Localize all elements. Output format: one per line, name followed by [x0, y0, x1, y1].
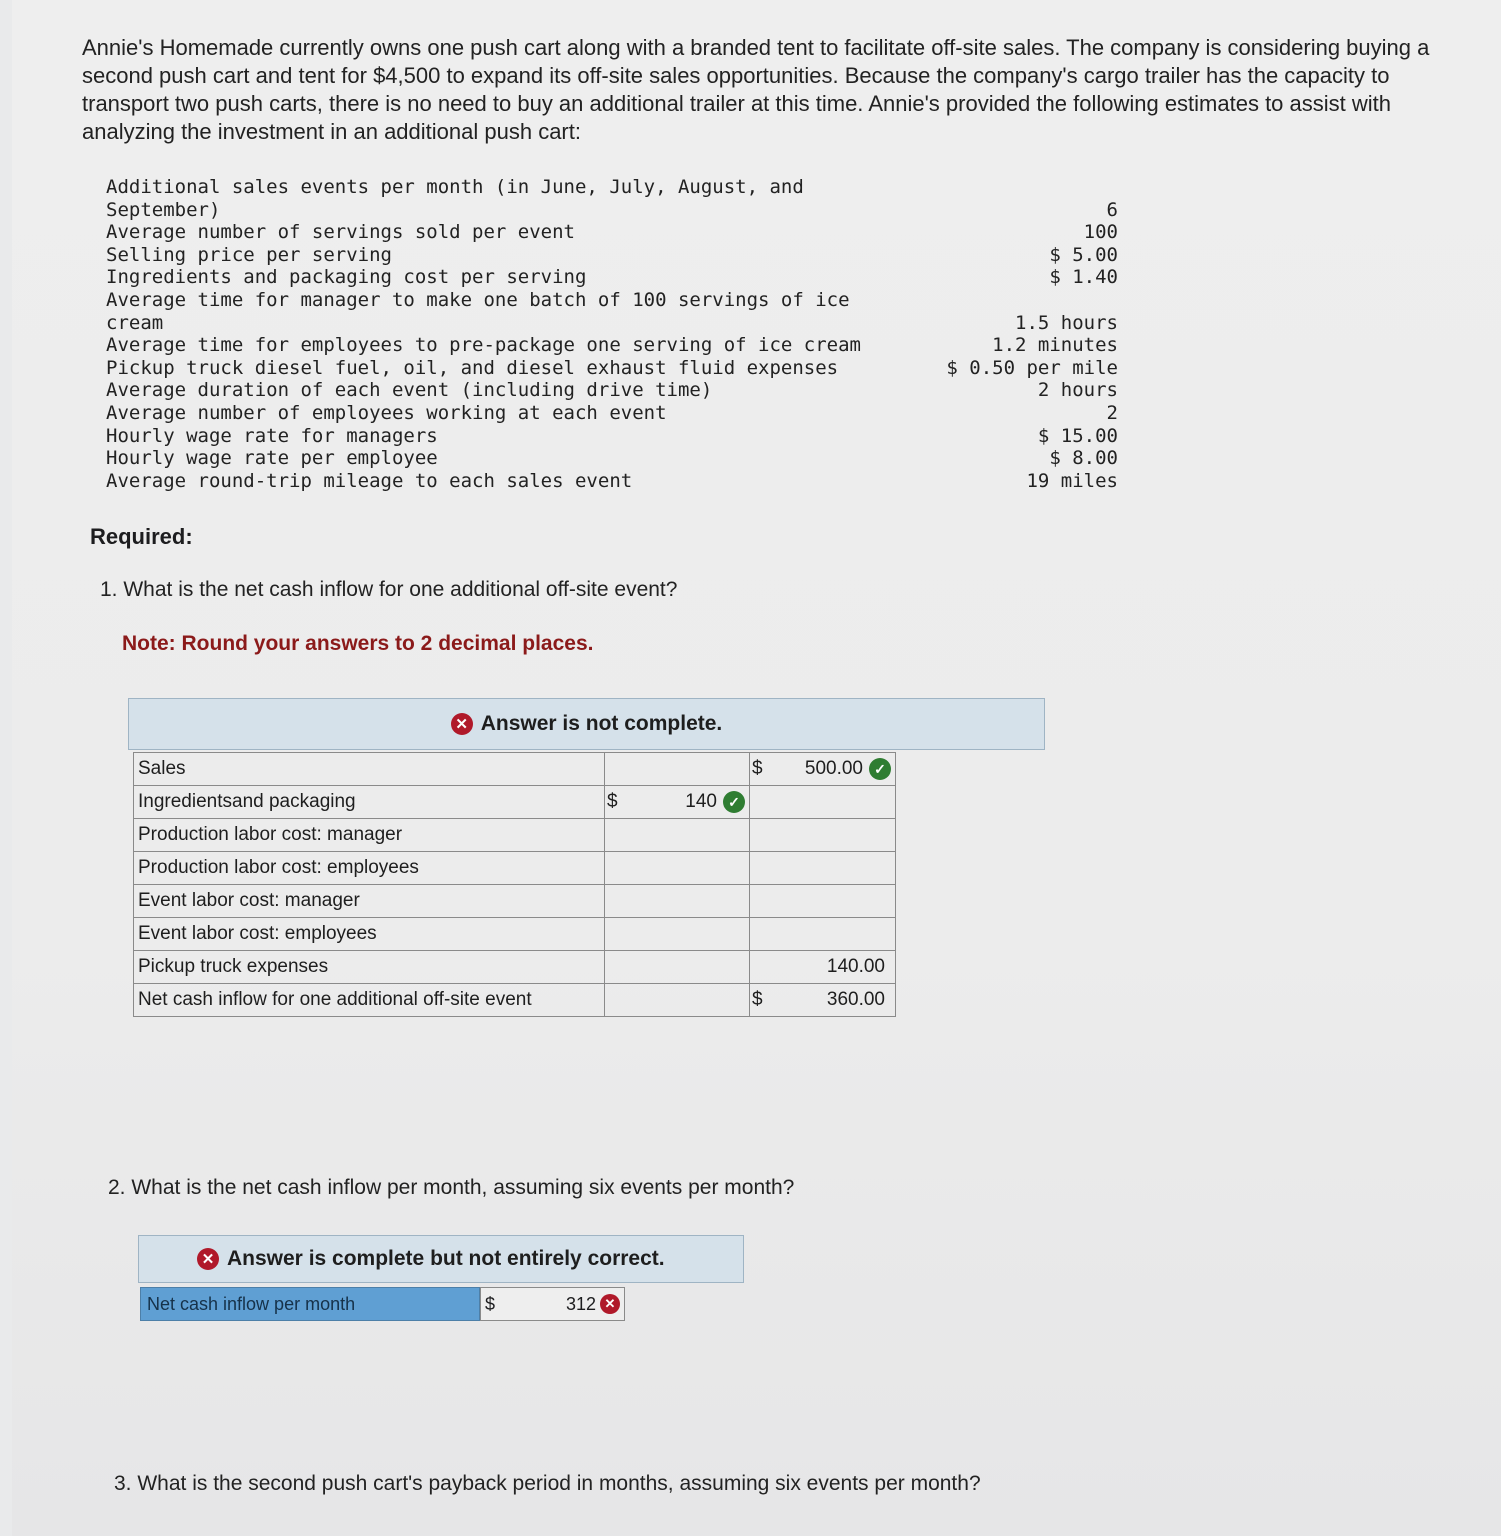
estimate-label: Average number of servings sold per event [106, 221, 575, 244]
input-value: 500.00 [804, 758, 863, 779]
dollar-sign: $ [485, 1293, 496, 1314]
estimate-row [106, 221, 1118, 244]
estimate-row [106, 379, 1118, 402]
answer-row-label: Event labor cost: employees [134, 918, 605, 951]
estimate-value: 1.2 minutes [992, 334, 1118, 357]
estimates-table [106, 176, 1118, 492]
x-circle-icon: ✕ [600, 1294, 620, 1314]
answer-input-c1[interactable] [605, 918, 750, 951]
answer-input-c2[interactable] [750, 753, 896, 786]
problem-intro: Annie's Homemade currently owns one push cart along with a branded tent to facilitate off-site sales. The company is considering buying a second push cart and tent for $4,500 to expand its off-site sales opportunities. Because the company's cargo trailer has the capacity to transport two push carts, there is no need to buy an additional trailer at this time. Annie's provided the following estimates to assist with analyzing the investment in an additional push cart: [82, 35, 1430, 144]
estimate-row [106, 425, 1118, 448]
answer-row-label: Net cash inflow for one additional off-site event [134, 984, 605, 1017]
estimate-value: $ 15.00 [1037, 424, 1118, 447]
answer-row-label: Production labor cost: employees [134, 852, 605, 885]
answer-input-c2[interactable] [750, 819, 896, 852]
estimate-row [106, 289, 1118, 334]
estimate-row [106, 266, 1118, 289]
estimate-row [106, 402, 1118, 425]
net-cash-inflow-per-month-row [140, 1287, 625, 1321]
estimate-label: Average round-trip mileage to each sales event [106, 469, 633, 492]
answer-input-c1[interactable] [605, 951, 750, 984]
estimate-row [106, 357, 1118, 380]
answer-row-label: Event labor cost: manager [134, 885, 605, 918]
estimate-label: Average time for employees to pre-package one serving of ice cream [106, 334, 861, 357]
estimate-label: Hourly wage rate for managers [106, 424, 438, 447]
input-value: 140 [685, 791, 717, 812]
answer-input-c2[interactable] [750, 918, 896, 951]
answer-status-text: Answer is not complete. [480, 712, 723, 735]
answer-input-c2[interactable] [750, 852, 896, 885]
estimate-label: Hourly wage rate per employee [106, 447, 438, 470]
estimate-value: 19 miles [1026, 469, 1118, 492]
estimate-label: Ingredients and packaging cost per serving [106, 266, 587, 289]
estimate-value: 100 [1083, 221, 1118, 244]
dollar-sign: $ [607, 791, 618, 812]
answer-row-label: Sales [134, 753, 605, 786]
answer-row [134, 819, 896, 852]
question-2: 2. What is the net cash inflow per month, assuming six events per month? [108, 1176, 795, 1199]
input-value: 140.00 [826, 956, 885, 977]
question-3: 3. What is the second push cart's payback period in months, assuming six events per month? [114, 1472, 981, 1495]
answer-row [134, 984, 896, 1017]
estimate-value: $ 8.00 [1049, 447, 1118, 470]
answer-row [134, 885, 896, 918]
answer-input-c2[interactable] [750, 786, 896, 819]
answer-row-label: Pickup truck expenses [134, 951, 605, 984]
answer-row [134, 951, 896, 984]
answer-input-c2[interactable] [750, 984, 896, 1017]
answer-input-c1[interactable] [605, 819, 750, 852]
question-1: 1. What is the net cash inflow for one additional off-site event? [100, 578, 678, 601]
answer-input-c2[interactable] [750, 885, 896, 918]
estimate-value: 6 [1106, 198, 1118, 221]
estimate-row [106, 334, 1118, 357]
input-value: 312 [565, 1293, 596, 1314]
answer-input-c1[interactable] [605, 786, 750, 819]
estimate-value: 2 hours [1037, 379, 1118, 402]
estimate-value: 1.5 hours [1015, 311, 1118, 334]
answer-row-label: Ingredientsand packaging [134, 786, 605, 819]
answer-status-banner-1 [128, 698, 1045, 750]
answer-input-c2[interactable] [750, 951, 896, 984]
estimate-row [106, 176, 1118, 221]
required-heading: Required: [90, 524, 193, 549]
answer-status-text: Answer is complete but not entirely correct. [227, 1247, 665, 1270]
x-circle-icon: ✕ [197, 1248, 219, 1270]
dollar-sign: $ [752, 989, 763, 1010]
answer-row [134, 753, 896, 786]
answer-input-c1[interactable] [605, 753, 750, 786]
input-value: 360.00 [826, 989, 885, 1010]
answer-row [134, 918, 896, 951]
answer-row [134, 852, 896, 885]
answer-table-1 [133, 752, 896, 1017]
estimate-label: Pickup truck diesel fuel, oil, and diesel exhaust fluid expenses [106, 356, 839, 379]
estimate-label: Average duration of each event (including drive time) [106, 379, 713, 402]
estimate-row [106, 470, 1118, 493]
answer-status-banner-2 [138, 1235, 744, 1283]
estimate-label: Additional sales events per month (in June, July, August, and September) [106, 176, 804, 221]
estimate-row [106, 447, 1118, 470]
estimate-label: Average time for manager to make one batch of 100 servings of ice cream [106, 288, 850, 334]
net-cash-inflow-per-month-label: Net cash inflow per month [140, 1287, 480, 1321]
answer-input-c1[interactable] [605, 984, 750, 1017]
estimate-value: $ 5.00 [1049, 243, 1118, 266]
check-circle-icon: ✓ [723, 791, 745, 813]
estimate-value: $ 1.40 [1049, 266, 1118, 289]
estimate-label: Average number of employees working at each event [106, 401, 667, 424]
answer-row [134, 786, 896, 819]
answer-input-c1[interactable] [605, 885, 750, 918]
estimate-row [106, 244, 1118, 267]
rounding-note: Note: Round your answers to 2 decimal places. [122, 632, 594, 655]
answer-row-label: Production labor cost: manager [134, 819, 605, 852]
net-cash-inflow-per-month-input[interactable] [480, 1287, 625, 1321]
estimate-value: $ 0.50 per mile [946, 356, 1118, 379]
dollar-sign: $ [752, 758, 763, 779]
estimate-value: 2 [1106, 401, 1118, 424]
answer-input-c1[interactable] [605, 852, 750, 885]
x-circle-icon: ✕ [451, 713, 473, 735]
check-circle-icon: ✓ [869, 758, 891, 780]
estimate-label: Selling price per serving [106, 243, 392, 266]
